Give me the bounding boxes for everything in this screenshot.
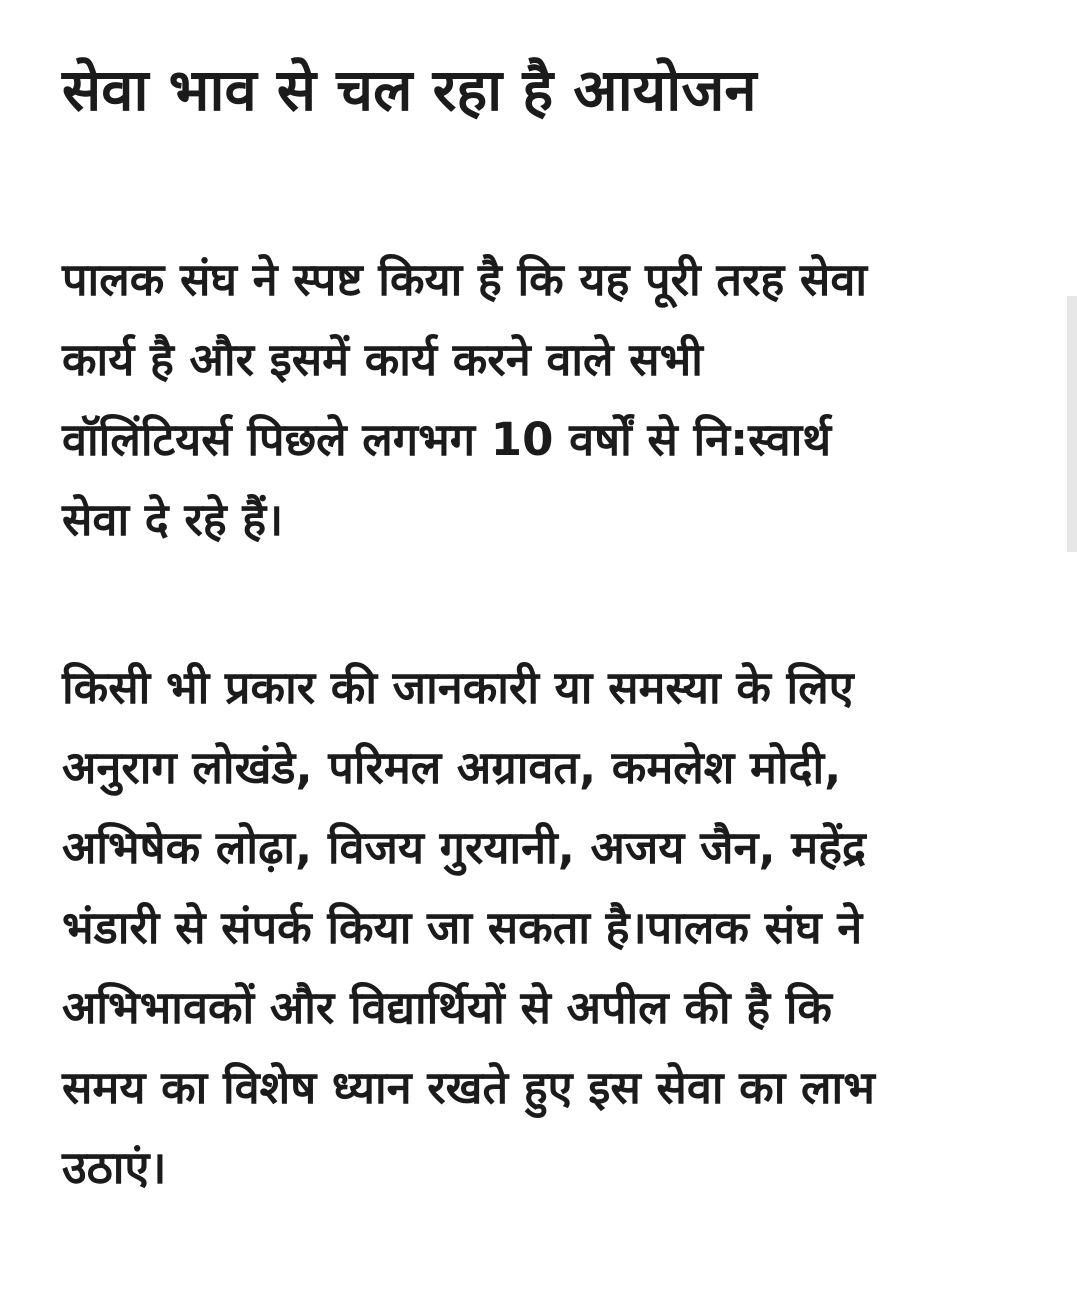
article-headline: सेवा भाव से चल रहा है आयोजन <box>62 56 757 124</box>
paragraph-line: किसी भी प्रकार की जानकारी या समस्या के लिए <box>62 661 854 714</box>
paragraph-line: उठाएं। <box>62 1141 167 1194</box>
paragraph-line: पालक संघ ने स्पष्ट किया है कि यह पूरी तरह सेवा <box>62 253 868 306</box>
paragraph-line: अनुराग लोखंडे, परिमल अग्रावत, कमलेश मोदी, <box>62 741 842 794</box>
paragraph-line: भंडारी से संपर्क किया जा सकता है।पालक संघ ने <box>62 901 863 954</box>
paragraph-line: सेवा दे रहे हैं। <box>62 493 284 546</box>
paragraph-line: कार्य है और इसमें कार्य करने वाले सभी <box>62 333 703 386</box>
paragraph-line: अभिभावकों और विद्यार्थियों से अपील की है कि <box>62 981 832 1034</box>
scrollbar-thumb[interactable] <box>1067 296 1077 552</box>
paragraph-line: समय का विशेष ध्यान रखते हुए इस सेवा का लाभ <box>62 1061 875 1114</box>
article-paragraph-2 <box>62 648 992 1208</box>
article-paragraph-1 <box>62 240 992 560</box>
paragraph-line: वॉलिंटियर्स पिछले लगभग 10 वर्षों से नि:स्वार्थ <box>62 413 832 466</box>
paragraph-line: अभिषेक लोढ़ा, विजय गुरयानी, अजय जैन, महेंद्र <box>62 821 866 874</box>
